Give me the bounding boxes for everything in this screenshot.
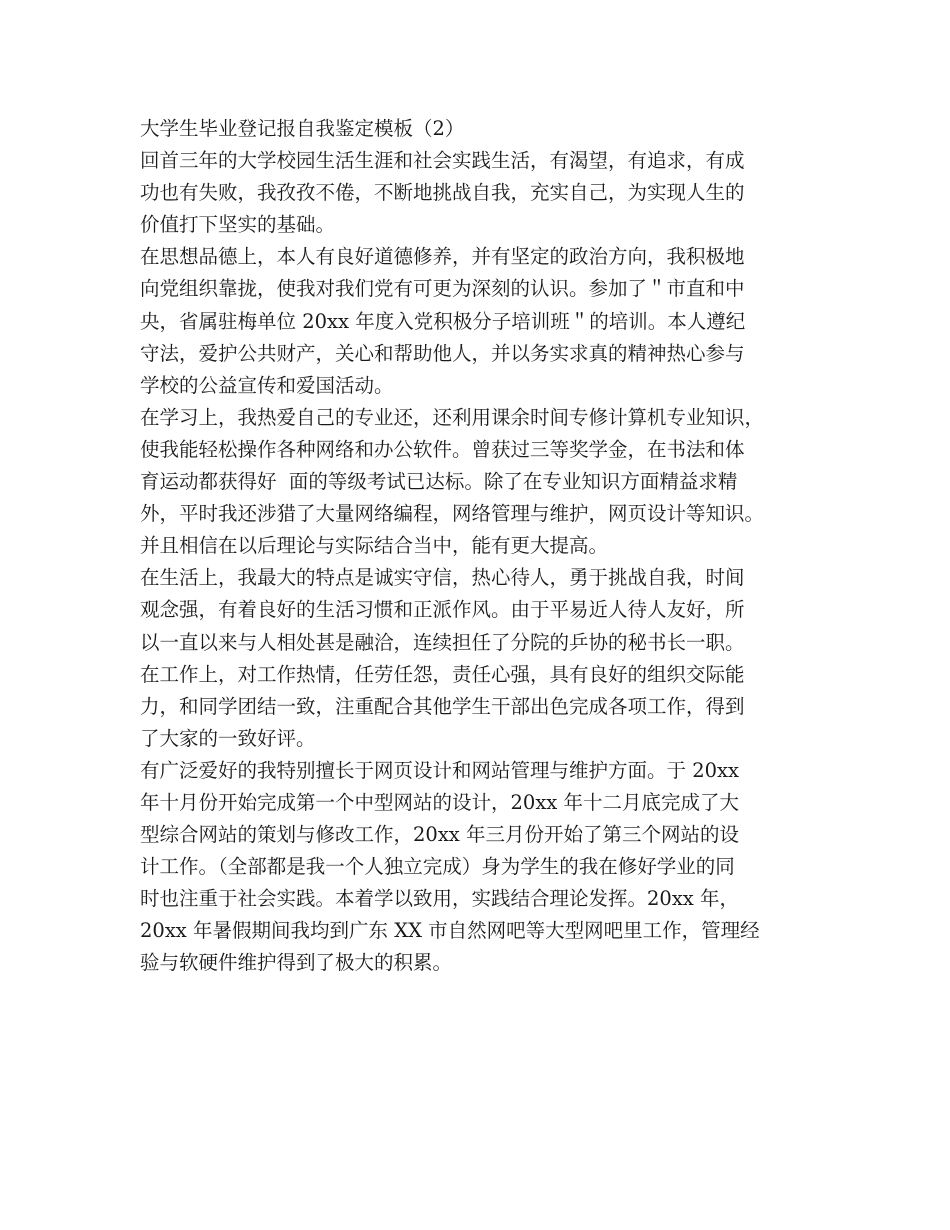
text-line: 守法，爱护公共财产，关心和帮助他人，并以务实求真的精神热心参与: [140, 341, 745, 365]
text-line: 在工作上，对工作热情，任劳任怨，责任心强，具有良好的组织交际能: [140, 662, 745, 686]
text-line: 使我能轻松操作各种网络和办公软件。曾获过三等奖学金，在书法和体: [140, 437, 745, 461]
text-line: 央，省属驻梅单位 20xx 年度入党积极分子培训班＂的培训。本人遵纪: [140, 309, 746, 333]
text-line: 向党组织靠拢，使我对我们党有可更为深刻的认识。参加了＂市直和中: [140, 277, 745, 301]
text-line: 在生活上，我最大的特点是诚实守信，热心待人，勇于挑战自我，时间: [140, 566, 745, 590]
text-line: 外，平时我还涉猎了大量网络编程，网络管理与维护，网页设计等知识。: [140, 502, 765, 526]
text-line: 20xx 年暑假期间我均到广东 XX 市自然网吧等大型网吧里工作，管理经: [140, 919, 760, 943]
document-title: 大学生毕业登记报自我鉴定模板（2）: [140, 117, 465, 140]
text-line: 年十月份开始完成第一个中型网站的设计，20xx 年十二月底完成了大: [140, 790, 740, 814]
text-line: 时也注重于社会实践。本着学以致用，实践结合理论发挥。20xx 年，: [140, 887, 740, 911]
text-line: 观念强，有着良好的生活习惯和正派作风。由于平易近人待人友好，所: [140, 598, 745, 622]
text-line: 力，和同学团结一致，注重配合其他学生干部出色完成各项工作，得到: [140, 694, 745, 718]
text-line: 功也有失败，我孜孜不倦，不断地挑战自我，充实自己，为实现人生的: [140, 181, 745, 205]
text-line: 价值打下坚实的基础。: [140, 213, 336, 237]
text-line: 了大家的一致好评。: [140, 726, 316, 750]
text-line: 回首三年的大学校园生活生涯和社会实践生活，有渴望，有追求，有成: [140, 149, 745, 173]
text-line: 型综合网站的策划与修改工作，20xx 年三月份开始了第三个网站的设: [140, 823, 740, 847]
text-line: 育运动都获得好 面的等级考试已达标。除了在专业知识方面精益求精: [140, 470, 738, 494]
text-line: 在学习上，我热爱自己的专业还，还利用课余时间专修计算机专业知识，: [140, 405, 765, 429]
text-line: 验与软硬件维护得到了极大的积累。: [140, 951, 453, 975]
text-line: 在思想品德上，本人有良好道德修养，并有坚定的政治方向，我积极地: [140, 245, 745, 269]
text-line: 并且相信在以后理论与实际结合当中，能有更大提高。: [140, 534, 609, 558]
text-line: 计工作。（全部都是我一个人独立完成）身为学生的我在修好学业的同: [140, 855, 735, 879]
document-body: [140, 113, 830, 980]
text-line: 有广泛爱好的我特别擅长于网页设计和网站管理与维护方面。于 20xx: [140, 758, 740, 782]
text-line: 以一直以来与人相处甚是融洽，连续担任了分院的乒协的秘书长一职。: [140, 630, 745, 654]
text-line: 学校的公益宣传和爱国活动。: [140, 373, 394, 397]
